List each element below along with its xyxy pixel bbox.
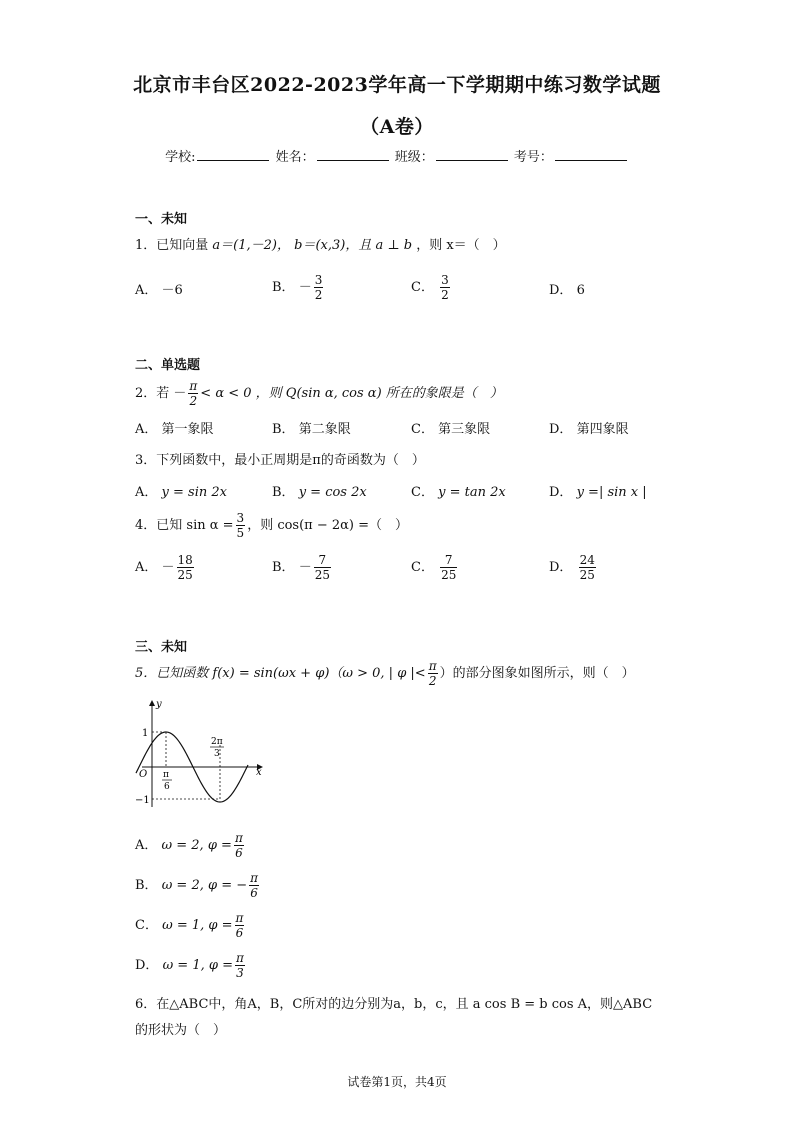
origin-label: O [139, 769, 148, 780]
exam-title: 北京市丰台区2022-2023学年高一下学期期中练习数学试题 [133, 74, 661, 96]
q1-option-d[interactable]: D． 6 [549, 283, 585, 298]
q1-option-a[interactable]: A． －6 [135, 283, 183, 298]
q5-option-a[interactable]: A． ω = 2, φ = $\frac{\pi}{6}$ [135, 831, 243, 860]
section-heading: 一、未知 [135, 212, 188, 227]
section-heading: 三、未知 [135, 640, 188, 655]
q1-suffix: ，则 x＝（ ） [416, 238, 506, 253]
sine-graph [130, 695, 270, 815]
tick2-den: 3 [214, 749, 220, 759]
exam-title-volume: （A卷） [360, 116, 434, 138]
school-label: 学校: [165, 150, 196, 165]
q2-body: < α < 0 ，则 Q(sin α, cos α) 所在的象限是（ ） [200, 386, 503, 401]
q1-vector-b: b＝(x,3)，且 [294, 238, 372, 253]
tick1-num: π [163, 770, 169, 780]
question-4: 4．已知 sin α = $\frac{3}{5}$ ，则 cos(π − 2α) =（ ） [135, 511, 409, 540]
q3-option-a[interactable]: A． y = sin 2x [135, 485, 227, 500]
q2-option-c[interactable]: C． 第三象限 [411, 422, 491, 437]
page-footer: 试卷第1页，共4页 [347, 1075, 447, 1089]
q3-option-d[interactable]: D． y =| sin x | [549, 485, 647, 500]
q1-option-c[interactable]: C． $\frac{3}{2}$ [411, 273, 449, 302]
q3-option-b[interactable]: B． y = cos 2x [272, 485, 367, 500]
q4-option-d[interactable]: D． $\frac{24}{25}$ [549, 553, 595, 582]
x-axis-label: x [256, 767, 262, 778]
q3-option-c[interactable]: C． y = tan 2x [411, 485, 506, 500]
question-3: 3．下列函数中，最小正周期是π的奇函数为（ ） [135, 453, 425, 468]
y-max-label: 1 [142, 728, 149, 739]
q1-prefix: 1．已知向量 [135, 238, 209, 253]
q5-suffix: ）的部分图象如图所示，则（ ） [439, 666, 635, 681]
question-5: 5．已知函数 f(x) = sin(ωx + φ)（ω > 0, | φ |< $\frac{\pi}{2}$ ）的部分图象如图所示，则（ ） [135, 659, 635, 688]
q5-option-d[interactable]: D． ω = 1, φ = $\frac{\pi}{3}$ [135, 951, 244, 980]
q4-prefix: 4．已知 sin α = [135, 518, 234, 533]
exam-no-blank[interactable] [555, 148, 627, 161]
q5-option-b[interactable]: B． ω = 2, φ = − $\frac{\pi}{6}$ [135, 871, 259, 900]
class-label: 班级： [394, 150, 434, 165]
q4-suffix: ，则 cos(π − 2α) =（ ） [247, 518, 409, 533]
q2-option-a[interactable]: A． 第一象限 [135, 422, 214, 437]
question-6-line1: 6．在△ABC中，角A，B，C所对的边分别为a，b，c，且 a cos B = b cos A，则△ABC [135, 997, 653, 1012]
tick2-num: 2π [211, 737, 223, 747]
q2-option-d[interactable]: D． 第四象限 [549, 422, 629, 437]
q1-option-b[interactable]: B． － $\frac{3}{2}$ [272, 273, 323, 302]
q4-option-c[interactable]: C． $\frac{7}{25}$ [411, 553, 457, 582]
q1-condition: a ⊥ b [375, 238, 413, 253]
q2-option-b[interactable]: B． 第二象限 [272, 422, 351, 437]
exam-no-label: 考号： [513, 150, 553, 165]
q4-option-b[interactable]: B． － $\frac{7}{25}$ [272, 553, 330, 582]
name-blank[interactable] [317, 148, 389, 161]
q1-vector-a: a＝(1,－2)， [212, 238, 290, 253]
tick1-den: 6 [164, 782, 170, 792]
q2-prefix: 2．若 － [135, 386, 187, 401]
school-blank[interactable] [197, 148, 269, 161]
question-2: 2．若 － $\frac{\pi}{2}$ < α < 0 ，则 Q(sin α, cos α) 所在的象限是（ ） [135, 379, 503, 408]
section-heading: 二、单选题 [135, 358, 201, 373]
name-label: 姓名： [275, 150, 315, 165]
student-info-line [0, 146, 794, 165]
q5-prefix: 5．已知函数 f(x) = sin(ωx + φ)（ω > 0, | φ |< [135, 666, 426, 681]
y-axis-label: y [156, 699, 162, 710]
q5-option-c[interactable]: C． ω = 1, φ = $\frac{\pi}{6}$ [135, 911, 244, 940]
class-blank[interactable] [436, 148, 508, 161]
q4-option-a[interactable]: A． － $\frac{18}{25}$ [135, 553, 193, 582]
y-min-label: −1 [135, 795, 150, 806]
question-1 [135, 237, 506, 255]
question-6-line2: 的形状为（ ） [135, 1023, 227, 1038]
